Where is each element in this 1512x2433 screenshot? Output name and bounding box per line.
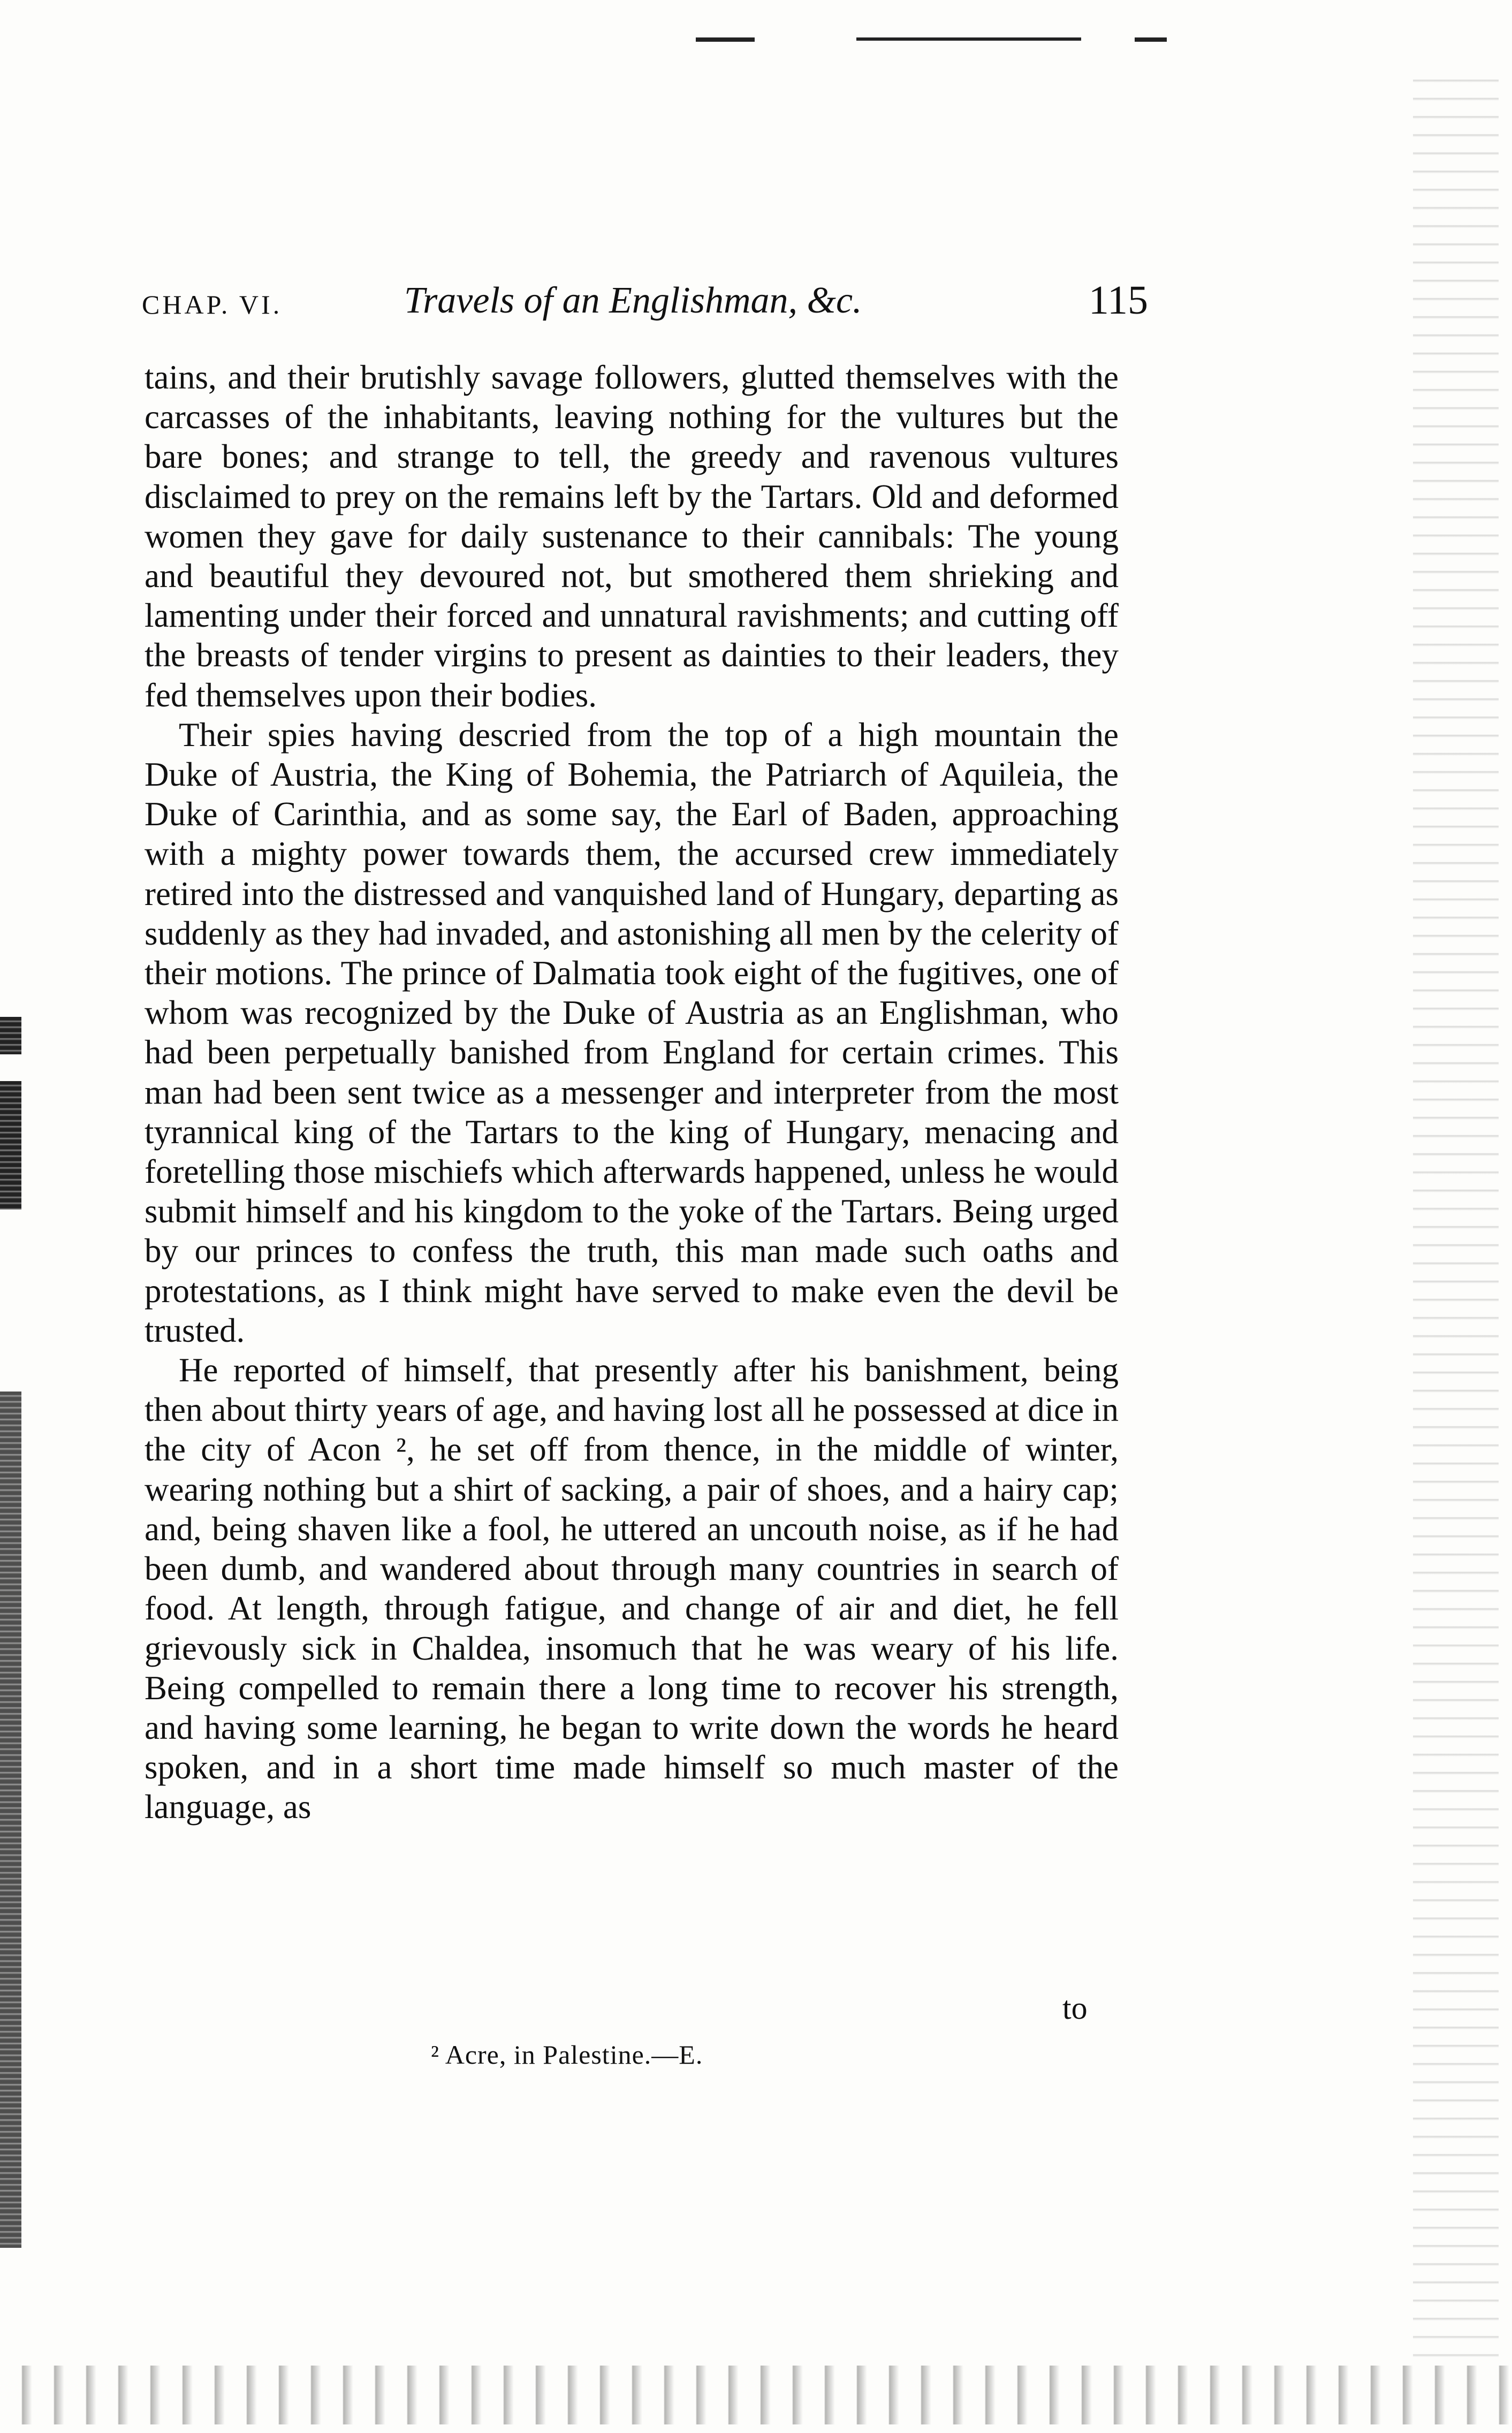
scan-mark-top: [1135, 37, 1167, 42]
scan-edge-right: [1413, 64, 1499, 2366]
running-title: Travels of an Englishman, &c.: [404, 280, 862, 321]
catchword: to: [1062, 1990, 1088, 2026]
scan-edge-bottom: [0, 2366, 1512, 2424]
running-head: [142, 268, 1148, 326]
footnote: ² Acre, in Palestine.—E.: [431, 2040, 703, 2070]
chapter-label: CHAP. VI.: [142, 290, 283, 320]
scan-edge-left: [0, 1392, 21, 2248]
scan-edge-left: [0, 1081, 21, 1210]
paragraph: He reported of himself, that presently after his banishment, being then about thirty years of age, and having lost all he possessed at dice in the city of Acon ², he set off from thence, in the middle of winter, wearing nothing but a shirt of sacking, a pair of shoes, and a hairy cap; and, being shaven like a fool, he uttered an uncouth noise, as if he had been dumb, and wandered about through many countries in search of food. At length, through fatigue, and change of air and diet, he fell grievously sick in Chaldea, insomuch that he was weary of his life. Being compelled to remain there a long time to recover his strength, and having some learning, he began to write down the words he heard spoken, and in a short time made himself so much master of the language, as: [145, 1351, 1119, 1826]
page-number: 115: [1088, 278, 1148, 323]
paragraph: tains, and their brutishly savage followers, glutted themselves with the carcasses of the inhabitants, leaving nothing for the vultures but the bare bones; and strange to tell, the greedy and ravenous vultures disclaimed to prey on the remains left by the Tartars. Old and deformed women they gave for daily sustenance to their cannibals: The young and beautiful they devoured not, but smothered them shrieking and lamenting under their forced and unnatural ravishments; and cutting off the breasts of tender virgins to present as dainties to their leaders, they fed themselves upon their bodies.: [145, 359, 1119, 714]
paragraph: Their spies having descried from the top of a high mountain the Duke of Austria, the King of Bohemia, the Patriarch of Aquileia, the Duke of Carinthia, and as some say, the Earl of Baden, approaching with a mighty power towards them, the accursed crew immediately retired into the distressed and vanquished land of Hungary, departing as suddenly as they had invaded, and astonishing all men by the celerity of their motions. The prince of Dalmatia took eight of the fugitives, one of whom was recognized by the Duke of Austria as an Englishman, who had been perpetually banished from England for certain crimes. This man had been sent twice as a messenger and interpreter from the most tyrannical king of the Tartars to the king of Hungary, menacing and foretelling those mischiefs which afterwards happened, unless he would submit himself and his kingdom to the yoke of the Tartars. Being urged by our princes to confess the truth, this man made such oaths and protestations, as I think might have served to make even the devil be trusted.: [145, 716, 1119, 1349]
body-text: [145, 358, 1119, 1827]
scan-edge-left: [0, 1017, 21, 1054]
scan-mark-top: [856, 37, 1081, 41]
scan-mark-top: [696, 37, 755, 42]
